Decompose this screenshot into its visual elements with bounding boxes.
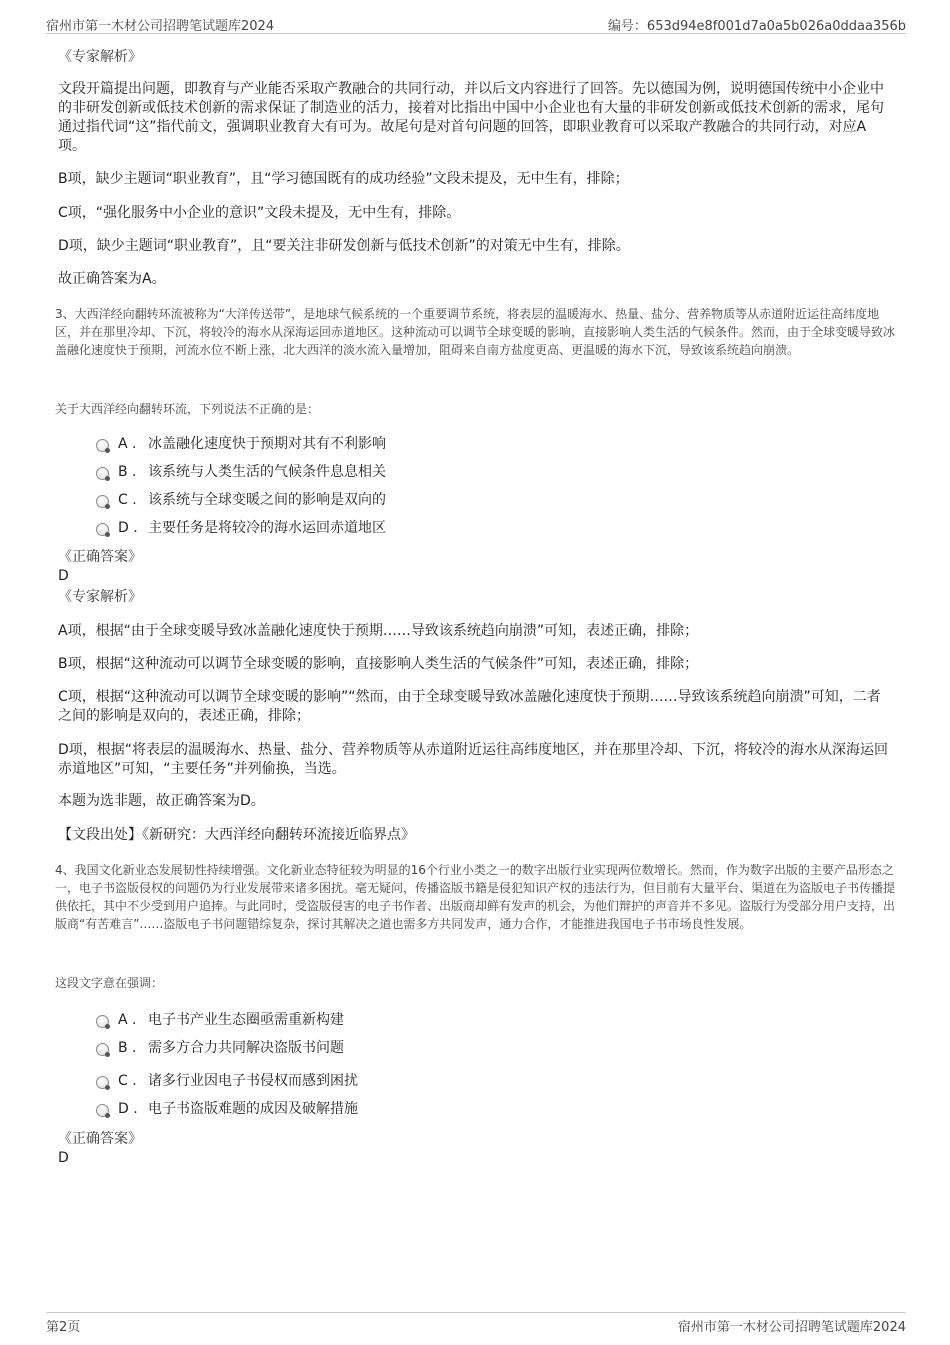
q4-stem: 4、我国文化新业态发展韧性持续增强。文化新业态特征较为明显的16个行业小类之一的数字出版行业实现两位数增长。然而，作为数字出版的主要产品形态之一，电子书盗版侵权的问题仍为行业发展带来诸多困扰。毫无疑问，传播盗版书籍是侵犯知识产权的违法行为，但目前有大量平台、渠道在为盗版电子书传播提供依托，其中不少受到用户追捧。与此同时，受盗版侵害的电子书作者、出版商却鲜有发声的机会，为他们辩护的声音并不多见。盗版行为受部分用户支持，出版商“有苦难言”……盗版电子书问题错综复杂，探讨其解决之道也需多方共同发声，通力合作，才能推进我国电子书市场良性发展。 [55,863,896,931]
q3-analysis-c: C项，根据“这种流动可以调节全球变暖的影响”“然而，由于全球变暖导致冰盖融化速度快于预期……导致该系统趋向崩溃”可知，二者之间的影响是双向的，表述正确，排除； [58,689,881,724]
option-text: 该系统与人类生活的气候条件息息相关 [148,464,386,480]
option-text: 该系统与全球变暖之间的影响是双向的 [148,492,386,508]
option-letter: D . [118,520,138,536]
page-footer [46,1312,906,1334]
radio-icon[interactable] [96,495,109,508]
q4-answer-label: 《正确答案》 [58,1131,142,1147]
option-text: 需多方合力共同解决盗版书问题 [148,1040,344,1056]
q3-analysis-conclusion: 本题为选非题，故正确答案为D。 [58,793,265,809]
prev-analysis-p3: C项，“强化服务中小企业的意识”文段未提及，无中生有，排除。 [58,205,461,221]
option-text: 主要任务是将较冷的海水运回赤道地区 [148,520,386,536]
option-letter: D . [118,1101,138,1117]
header-title: 宿州市第一木材公司招聘笔试题库2024 [46,19,275,34]
footer-title: 宿州市第一木材公司招聘笔试题库2024 [677,1320,906,1335]
prev-answer-line: 故正确答案为A。 [58,271,166,287]
radio-icon[interactable] [96,1015,109,1028]
option-letter: C . [118,492,137,508]
option-letter: B . [118,1040,137,1056]
q3-analysis-label: 《专家解析》 [58,589,142,605]
option-text: 电子书产业生态圈亟需重新构建 [148,1012,344,1028]
option-letter: A . [118,436,137,452]
prev-analysis-p4: D项，缺少主题词“职业教育”，且“要关注非研发创新与低技术创新”的对策无中生有，排除。 [58,238,630,254]
prev-analysis-p1: 文段开篇提出问题，即教育与产业能否采取产教融合的共同行动，并以后文内容进行了回答。先以德国为例，说明德国传统中小企业中的非研发创新或低技术创新的需求保证了制造业的活力，接着对比指出中国中小企业也有大量的非研发创新或低技术创新的需求，尾句通过指代词“这”指代前文，强调职业教育大有可为。故尾句是对首句问题的回答，即职业教育可以采取产教融合的共同行动，对应A项。 [58,81,884,154]
header-code: 编号：653d94e8f001d7a0a5b026a0ddaa356b [607,19,906,34]
q3-answer-label: 《正确答案》 [58,549,142,565]
prev-analysis-p2: B项，缺少主题词“职业教育”，且“学习德国既有的成功经验”文段未提及，无中生有，排除； [58,171,629,187]
q3-source: 【文段出处】《新研究：大西洋经向翻转环流接近临界点》 [58,827,415,843]
q3-analysis-b: B项，根据“这种流动可以调节全球变暖的影响，直接影响人类生活的气候条件”可知，表述正确，排除； [58,656,699,672]
radio-icon[interactable] [96,439,109,452]
radio-icon[interactable] [96,1043,109,1056]
q3-analysis-a: A项，根据“由于全球变暖导致冰盖融化速度快于预期……导致该系统趋向崩溃”可知，表述正确，排除； [58,623,699,639]
footer-page-number: 第2页 [46,1320,81,1335]
option-text: 冰盖融化速度快于预期对其有不利影响 [148,436,386,452]
option-text: 诸多行业因电子书侵权而感到困扰 [148,1073,358,1089]
option-letter: A . [118,1012,137,1028]
radio-icon[interactable] [96,1076,109,1089]
page-header [46,14,906,34]
q4-answer: D [58,1150,69,1166]
q3-analysis-d: D项，根据“将表层的温暖海水、热量、盐分、营养物质等从赤道附近运往高纬度地区，并在那里冷却、下沉，将较冷的海水从深海运回赤道地区”可知，“主要任务”并列偷换，当选。 [58,742,889,777]
q4-question: 这段文字意在强调： [55,976,164,990]
option-text: 电子书盗版难题的成因及破解措施 [148,1101,358,1117]
option-letter: B . [118,464,137,480]
radio-icon[interactable] [96,523,109,536]
radio-icon[interactable] [96,1104,109,1117]
q3-stem: 3、大西洋经向翻转环流被称为“大洋传送带”，是地球气候系统的一个重要调节系统，将表层的温暖海水、热量、盐分、营养物质等从赤道附近运往高纬度地区，并在那里冷却、下沉，将较冷的海水从深海运回赤道地区。这种流动可以调节全球变暖的影响，直接影响人类生活的气候条件。然而，由于全球变暖导致冰盖融化速度快于预期，河流水位不断上涨，北大西洋的淡水流入量增加，阻碍来自南方盐度更高、更温暖的海水下沉，导致该系统趋向崩溃。 [55,307,896,357]
option-letter: C . [118,1073,137,1089]
q3-answer: D [58,568,69,584]
prev-analysis-label: 《专家解析》 [58,49,142,65]
q3-question: 关于大西洋经向翻转环流，下列说法不正确的是： [55,402,320,416]
radio-icon[interactable] [96,467,109,480]
